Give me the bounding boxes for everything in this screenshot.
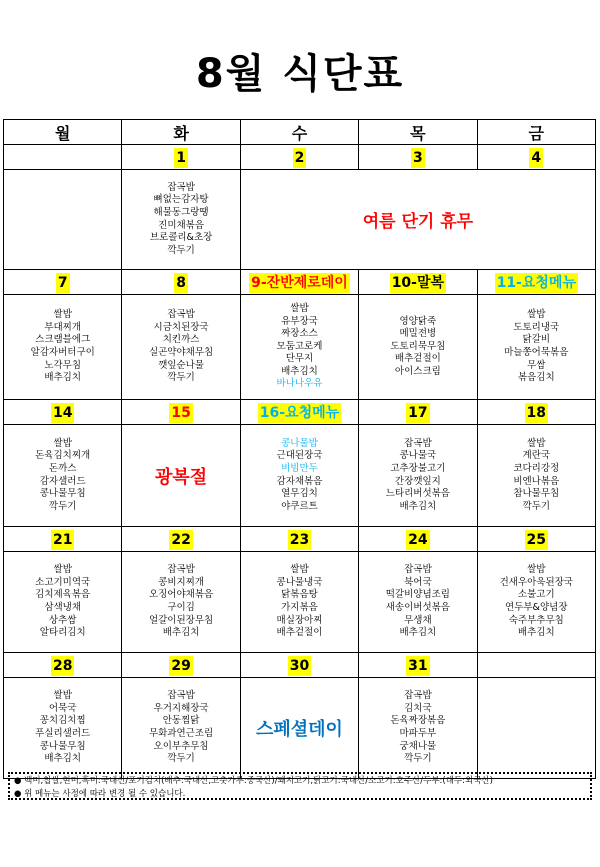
menu-item: 깍두기 bbox=[167, 372, 195, 384]
menu-list bbox=[359, 316, 476, 379]
menu-list bbox=[241, 438, 358, 514]
menu-item: 알감자버터구이 bbox=[30, 347, 95, 358]
menu-item: 상추쌈 bbox=[48, 614, 77, 626]
menu-item: 쌀밥 bbox=[53, 437, 72, 449]
menu-list bbox=[4, 309, 121, 385]
date-cell bbox=[359, 653, 477, 678]
menu-list bbox=[359, 690, 476, 766]
date-label: 15 bbox=[171, 404, 191, 421]
menu-item: 도토리묵무침 bbox=[390, 340, 446, 352]
menu-item: 돈육짜장볶음 bbox=[390, 715, 446, 727]
date-cell bbox=[4, 145, 122, 170]
menu-item: 삼색냉채 bbox=[44, 602, 82, 613]
menu-item: 유부장국 bbox=[281, 315, 318, 327]
menu-cell bbox=[240, 552, 358, 653]
menu-item: 소고기미역국 bbox=[35, 576, 91, 588]
menu-item: 비엔나볶음 bbox=[513, 475, 560, 487]
menu-list bbox=[359, 438, 476, 514]
menu-list bbox=[478, 438, 595, 514]
date-label: 14 bbox=[52, 404, 73, 421]
menu-list bbox=[241, 564, 358, 640]
menu-item: 김치제육볶음 bbox=[35, 589, 91, 601]
menu-cell bbox=[122, 678, 240, 779]
date-cell bbox=[4, 527, 122, 552]
menu-item: 잡곡밥 bbox=[167, 564, 195, 576]
menu-cell bbox=[359, 295, 477, 400]
menu-row bbox=[4, 678, 596, 779]
date-label: 29 bbox=[171, 657, 191, 674]
menu-cell bbox=[477, 295, 595, 400]
menu-list bbox=[122, 564, 239, 640]
date-label: 10-말복 bbox=[391, 274, 445, 291]
menu-item: 쌀밥 bbox=[527, 437, 546, 449]
date-row bbox=[4, 400, 596, 425]
date-label: 1 bbox=[176, 149, 186, 166]
date-label: 4 bbox=[531, 149, 542, 166]
menu-item: 깍두기 bbox=[522, 500, 551, 512]
date-cell bbox=[477, 400, 595, 425]
menu-row bbox=[4, 295, 596, 400]
menu-item: 알타리김치 bbox=[39, 627, 86, 639]
weekday-thu: 목 bbox=[359, 120, 477, 145]
menu-item: 고추장불고기 bbox=[390, 462, 446, 474]
menu-item: 콩나물국 bbox=[399, 450, 437, 462]
menu-list bbox=[478, 309, 595, 385]
date-cell bbox=[4, 653, 122, 678]
menu-cell bbox=[4, 678, 122, 779]
menu-list bbox=[122, 182, 239, 258]
page-title: 8월 식단표 bbox=[195, 51, 405, 97]
date-label: 18 bbox=[526, 404, 547, 421]
menu-cell bbox=[477, 425, 595, 527]
date-cell bbox=[477, 527, 595, 552]
menu-item: 메밀전병 bbox=[399, 328, 437, 340]
date-cell bbox=[359, 527, 477, 552]
weekday-fri: 금 bbox=[477, 120, 595, 145]
menu-item: 꽁치김치찜 bbox=[39, 715, 86, 727]
date-label: 28 bbox=[52, 657, 73, 674]
menu-item: 감자샐러드 bbox=[39, 475, 86, 487]
date-cell bbox=[240, 400, 358, 425]
menu-item: 어묵국 bbox=[48, 702, 77, 714]
menu-row bbox=[4, 552, 596, 653]
weekday-wed: 수 bbox=[240, 120, 358, 145]
menu-item: 배추김치 bbox=[44, 372, 82, 384]
menu-item: 쌀밥 bbox=[53, 690, 72, 702]
menu-item: 오이부추무침 bbox=[153, 740, 209, 752]
menu-item: 야쿠르트 bbox=[281, 500, 318, 512]
menu-item: 스크램블에그 bbox=[35, 334, 91, 346]
date-label: 2 bbox=[294, 149, 305, 166]
date-row bbox=[4, 653, 596, 678]
weekday-mon: 월 bbox=[4, 120, 122, 145]
menu-cell bbox=[477, 552, 595, 653]
date-label: 30 bbox=[289, 657, 310, 674]
menu-item: 새송이버섯볶음 bbox=[385, 602, 450, 613]
menu-row bbox=[4, 425, 596, 527]
menu-item: 잡곡밥 bbox=[167, 690, 195, 702]
menu-item: 진미채볶음 bbox=[158, 219, 205, 231]
menu-item: 쌀밥 bbox=[53, 309, 72, 321]
menu-item: 떡갈비양념조림 bbox=[385, 589, 450, 601]
menu-item: 우거지해장국 bbox=[153, 702, 209, 714]
date-cell bbox=[477, 653, 595, 678]
menu-item: 해물동그랑땡 bbox=[153, 206, 209, 218]
weekday-header-row bbox=[4, 120, 596, 145]
menu-item: 배추김치 bbox=[281, 365, 318, 377]
menu-item: 치킨까스 bbox=[162, 334, 200, 346]
menu-item: 배추김치 bbox=[162, 627, 200, 639]
menu-item: 매실장아찌 bbox=[276, 614, 323, 626]
menu-item: 무생채 bbox=[404, 614, 432, 626]
holiday-banner bbox=[240, 170, 595, 270]
menu-item: 가지볶음 bbox=[281, 602, 318, 613]
menu-item: 쌀밥 bbox=[527, 564, 546, 576]
menu-list bbox=[122, 309, 239, 385]
menu-item: 영양닭죽 bbox=[399, 315, 437, 327]
date-label: 21 bbox=[52, 531, 73, 548]
menu-item: 쌀밥 bbox=[53, 564, 72, 576]
date-cell bbox=[359, 145, 477, 170]
menu-item: 깍두기 bbox=[167, 753, 195, 765]
menu-item: 닭갈비 bbox=[522, 334, 551, 346]
menu-item: 뼈없는감자탕 bbox=[153, 194, 209, 206]
date-label: 23 bbox=[289, 531, 310, 548]
menu-item: 콩나물밥 bbox=[281, 437, 318, 449]
menu-item: 콩나물냉국 bbox=[276, 576, 323, 588]
menu-item: 무쌈 bbox=[527, 359, 546, 371]
menu-item: 소불고기 bbox=[517, 589, 555, 601]
weekday-tue: 화 bbox=[122, 120, 240, 145]
menu-item: 실곤약야채무침 bbox=[148, 347, 214, 358]
date-cell bbox=[240, 653, 358, 678]
menu-item: 짜장소스 bbox=[281, 328, 318, 340]
menu-item: 잡곡밥 bbox=[167, 309, 195, 321]
menu-item: 오징어야채볶음 bbox=[148, 589, 214, 601]
menu-item: 궁채나물 bbox=[399, 740, 437, 752]
menu-item: 단무지 bbox=[285, 353, 314, 365]
date-cell bbox=[477, 270, 595, 295]
date-label: 11-요청메뉴 bbox=[496, 274, 576, 291]
menu-item: 바나나우유 bbox=[276, 378, 323, 390]
menu-cell bbox=[359, 678, 477, 779]
menu-item: 북어국 bbox=[404, 576, 432, 588]
menu-item: 배추김치 bbox=[399, 627, 437, 639]
menu-cell bbox=[4, 170, 122, 270]
menu-cell bbox=[4, 552, 122, 653]
special-day-label: 광복절 bbox=[155, 466, 208, 488]
menu-item: 쌀밥 bbox=[290, 564, 309, 576]
date-cell bbox=[240, 270, 358, 295]
menu-item: 푸실리샐러드 bbox=[35, 728, 91, 739]
menu-cell bbox=[122, 170, 240, 270]
menu-list bbox=[4, 690, 121, 766]
menu-list bbox=[359, 564, 476, 640]
menu-item: 숙주부추무침 bbox=[508, 614, 564, 626]
menu-item: 구이김 bbox=[167, 602, 195, 613]
menu-item: 잡곡밥 bbox=[404, 690, 432, 702]
date-label: 25 bbox=[526, 531, 547, 548]
date-cell bbox=[122, 527, 240, 552]
menu-cell bbox=[477, 678, 595, 779]
menu-item: 모둠고로케 bbox=[276, 340, 323, 352]
date-label: 16-요청메뉴 bbox=[259, 404, 340, 421]
date-cell bbox=[359, 400, 477, 425]
menu-item: 배추김치 bbox=[399, 500, 437, 512]
menu-item: 김치국 bbox=[404, 702, 432, 714]
menu-item: 마늘쫑어묵볶음 bbox=[504, 347, 569, 358]
menu-cell bbox=[359, 425, 477, 527]
menu-item: 잡곡밥 bbox=[404, 564, 432, 576]
menu-item: 시금치된장국 bbox=[153, 321, 209, 333]
menu-cell bbox=[240, 678, 358, 779]
menu-cell bbox=[4, 295, 122, 400]
menu-item: 무화과연근조림 bbox=[148, 728, 214, 739]
menu-item: 아이스크림 bbox=[394, 365, 441, 377]
menu-item: 배추김치 bbox=[517, 627, 555, 639]
origin-note: ● 백미,찹쌀,현미,흑미:국내산/포기김치(배추:국내산,고춧가루:중국산)/돼지고기,닭고기:국내산/소고기:호주산/두부:(대두:외국산) bbox=[14, 776, 493, 786]
menu-item: 얼갈이된장무침 bbox=[148, 614, 214, 626]
date-label: 22 bbox=[171, 531, 191, 548]
menu-item: 깍두기 bbox=[167, 244, 195, 256]
menu-item: 돈까스 bbox=[48, 462, 77, 474]
menu-cell bbox=[122, 425, 240, 527]
menu-item: 안동찜닭 bbox=[162, 715, 200, 727]
change-note: ● 위 메뉴는 사정에 따라 변경 될 수 있습니다. bbox=[14, 789, 186, 799]
menu-item: 비빔만두 bbox=[281, 462, 318, 474]
menu-item: 브로콜리&초장 bbox=[149, 232, 213, 244]
menu-cell bbox=[122, 295, 240, 400]
menu-item: 참나물무침 bbox=[513, 488, 560, 500]
menu-list bbox=[122, 690, 239, 766]
menu-item: 도토리냉국 bbox=[513, 321, 560, 333]
menu-item: 계란국 bbox=[522, 450, 551, 462]
menu-cell bbox=[240, 425, 358, 527]
footer-notes bbox=[8, 772, 592, 800]
date-cell bbox=[240, 145, 358, 170]
menu-item: 부대찌개 bbox=[44, 321, 82, 333]
menu-item: 깻잎순나물 bbox=[158, 359, 205, 371]
date-label: 3 bbox=[412, 149, 423, 166]
menu-item: 간장깻잎지 bbox=[394, 475, 441, 487]
menu-item: 배추겉절이 bbox=[394, 353, 441, 365]
date-cell bbox=[122, 145, 240, 170]
menu-item: 깍두기 bbox=[404, 753, 432, 765]
menu-item: 콩나물무침 bbox=[39, 740, 86, 752]
date-label: 9-잔반제로데이 bbox=[251, 274, 348, 291]
menu-item: 노각무침 bbox=[44, 359, 82, 371]
date-label: 31 bbox=[408, 657, 428, 674]
menu-cell bbox=[240, 295, 358, 400]
date-cell bbox=[4, 270, 122, 295]
date-cell bbox=[122, 400, 240, 425]
menu-item: 잡곡밥 bbox=[404, 437, 432, 449]
menu-item: 느타리버섯볶음 bbox=[385, 488, 450, 500]
date-label: 24 bbox=[408, 531, 428, 548]
menu-item: 잡곡밥 bbox=[167, 181, 195, 193]
date-row bbox=[4, 145, 596, 170]
menu-cell bbox=[359, 552, 477, 653]
meal-calendar bbox=[3, 119, 596, 779]
holiday-banner-text: 여름 단기 휴무 bbox=[362, 212, 474, 232]
menu-item: 콩나물무침 bbox=[39, 488, 86, 500]
menu-item: 감자채볶음 bbox=[276, 475, 323, 487]
menu-item: 배추겉절이 bbox=[276, 627, 323, 639]
date-cell bbox=[122, 653, 240, 678]
date-label: 17 bbox=[408, 404, 428, 421]
menu-list bbox=[478, 564, 595, 640]
menu-item: 근대된장국 bbox=[276, 450, 323, 462]
menu-list bbox=[4, 564, 121, 640]
date-cell bbox=[240, 527, 358, 552]
menu-item: 건새우아욱된장국 bbox=[499, 576, 573, 588]
menu-item: 코다리강정 bbox=[513, 462, 560, 474]
date-cell bbox=[122, 270, 240, 295]
menu-list bbox=[241, 303, 358, 391]
menu-item: 열무김치 bbox=[281, 488, 318, 500]
menu-list bbox=[4, 438, 121, 514]
menu-item: 쌀밥 bbox=[527, 309, 546, 321]
date-row bbox=[4, 527, 596, 552]
menu-item: 돈육김치찌개 bbox=[35, 450, 91, 462]
menu-item: 닭볶음탕 bbox=[281, 589, 318, 601]
date-label: 8 bbox=[176, 274, 186, 291]
menu-item: 연두부&양념장 bbox=[505, 602, 568, 613]
special-day-label: 스페셜데이 bbox=[256, 719, 343, 740]
menu-cell bbox=[4, 425, 122, 527]
date-cell bbox=[4, 400, 122, 425]
menu-item: 마파두부 bbox=[399, 728, 437, 739]
date-label: 7 bbox=[57, 274, 68, 291]
date-cell bbox=[359, 270, 477, 295]
menu-item: 볶음김치 bbox=[517, 372, 555, 384]
date-row bbox=[4, 270, 596, 295]
menu-item: 콩비지찌개 bbox=[158, 576, 205, 588]
menu-item: 깍두기 bbox=[48, 500, 77, 512]
menu-cell bbox=[122, 552, 240, 653]
date-cell bbox=[477, 145, 595, 170]
menu-item: 쌀밥 bbox=[290, 302, 309, 314]
menu-row bbox=[4, 170, 596, 270]
menu-item: 배추김치 bbox=[44, 753, 82, 765]
